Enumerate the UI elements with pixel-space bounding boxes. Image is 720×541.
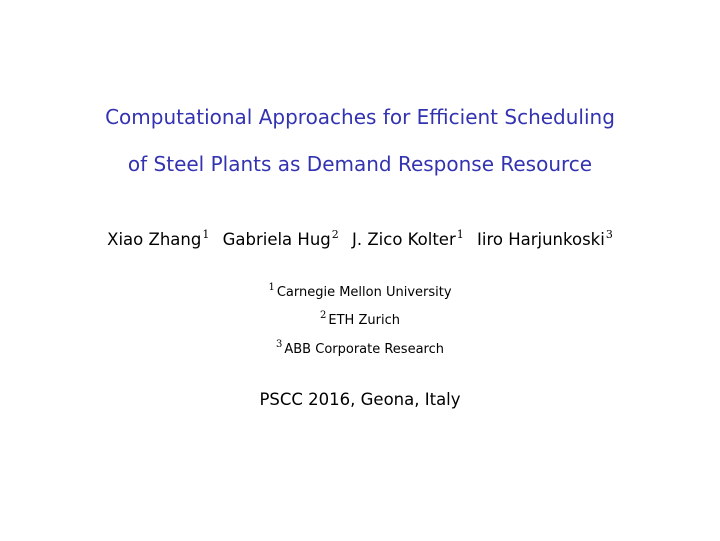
- author-name: Xiao Zhang: [107, 230, 202, 249]
- affiliation-name: ABB Corporate Research: [284, 342, 444, 357]
- affiliation-eth-zurich: [0, 310, 720, 328]
- author-j-zico-kolter: [352, 230, 464, 249]
- author-name: Gabriela Hug: [222, 230, 331, 249]
- venue-date: PSCC 2016, Geona, Italy: [259, 390, 461, 409]
- author-xiao-zhang: [107, 230, 209, 249]
- title-line-1: Computational Approaches for Efficient Scheduling: [105, 105, 615, 129]
- affiliation-mark: 1: [268, 282, 275, 293]
- affiliation-carnegie-mellon: [0, 282, 720, 300]
- affiliation-abb: [0, 339, 720, 357]
- affiliation-mark: 1: [456, 228, 464, 241]
- author-list: [0, 230, 720, 249]
- affiliation-mark: 1: [202, 228, 210, 241]
- author-name: J. Zico Kolter: [352, 230, 456, 249]
- affiliation-mark: 3: [605, 228, 613, 241]
- author-name: Iiro Harjunkoski: [477, 230, 605, 249]
- affiliation-mark: 2: [320, 310, 327, 321]
- title-line-2: of Steel Plants as Demand Response Resource: [127, 152, 593, 176]
- affiliation-mark: 2: [331, 228, 339, 241]
- affiliation-name: ETH Zurich: [328, 313, 400, 328]
- author-iiro-harjunkoski: [477, 230, 613, 249]
- author-gabriela-hug: [223, 230, 339, 249]
- affiliation-name: Carnegie Mellon University: [276, 285, 452, 300]
- affiliation-mark: 3: [276, 339, 283, 350]
